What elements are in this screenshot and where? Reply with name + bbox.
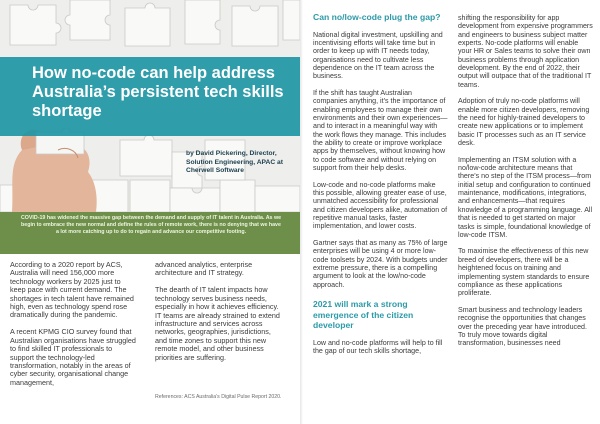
left-column-1 (10, 261, 138, 396)
hero-image (0, 0, 300, 212)
intro-text: COVID-19 has widened the massive gap between the demand and supply of IT talent in Australia. As we begin to embrace the new normal and define the rules of remote work, there is no denying that we have a lot more catching up to do to regain and advance our competitive footing. (20, 215, 282, 235)
paragraph: Implementing an ITSM solution with a no/low-code architecture means that there’s no step of the ITSM process—from initial setup and configuration to continued maintenance, modifications, integrations, and enhancements—that requires knowledge of a programming language. All that is needed to get started on major tasks is simple, foundational knowledge of low-code ITSM. (458, 155, 593, 239)
paragraph: Low and no-code platforms will help to fill the gap of our tech skills shortage, (313, 338, 443, 355)
paragraph: Gartner says that as many as 75% of large enterprises will be using 4 or more low-code toolsets by 2024. With budgets under extreme pressure, there is a compelling argument to look at the low/no-code approach. (313, 238, 448, 289)
paragraph: The dearth of IT talent impacts how technology serves business needs, especially in how it achieves efficiency. IT teams are already strained to extend infrastructure and services across networks, geographies, jurisdictions, and time zones to support this new remote model, and other business priorities are suffering. (155, 285, 280, 362)
paragraph: According to a 2020 report by ACS, Australia will need 156,000 more technology workers by 2025 just to keep pace with current demand. The shortages in tech talent have remained high, even as technology spend rose dramatically during the pandemic. (10, 260, 134, 320)
left-column-2 (155, 261, 283, 370)
section-heading: 2021 will mark a strong emergence of the citizen developer (313, 299, 414, 331)
right-page (303, 0, 600, 424)
paragraph: Smart business and technology leaders recognise the opportunities that changes over the preceding year have introduced. To truly move towards digital transformation, businesses need (458, 305, 587, 348)
references: References: ACS Australia’s Digital Pulse Report 2020. (155, 394, 282, 400)
byline: by David Pickering, Director, Solution Engineering, APAC at Cherwell Software (186, 150, 283, 175)
paragraph: To maximise the effectiveness of this new breed of developers, there will be a heightened focus on training and implementing system standards to ensure compliance as these applications proliferate. (458, 247, 590, 298)
paragraph: If the shift has taught Australian companies anything, it’s the importance of enabling employees to manage their own environments and their own experiences—and to interact in a meaningful way with the work flows they manage. This includes the ability to create or improve workplace apps by themselves, without knowing how to code software and without relying on support from their help desks. (313, 88, 448, 172)
right-column-1 (313, 12, 448, 364)
article-title: How no-code can help address Australia’s persistent tech skills shortage (32, 64, 284, 120)
paragraph: National digital investment, upskilling and incentivising efforts will take time but in order to keep up with IT needs today, organisations need to cultivate less dependence on the IT team across the business. (313, 30, 443, 81)
paragraph: A recent KPMG CIO survey found that Australian organisations have struggled to find skilled IT professionals to support the technology-led transformation, notably in the areas of cyber security, organisational change management, (10, 327, 136, 387)
paragraph: Adoption of truly no-code platforms will enable more citizen developers, removing the need for highly-trained developers to create new applications or to implement basic IT processes such as an IT service desk. (458, 97, 590, 148)
hand-graphic (12, 128, 97, 212)
paragraph: shifting the responsibility for app development from expensive programmers and engineers to business subject matter experts. No-code platforms will enable your HR or Sales teams to solve their own business problems through application development. By the end of 2022, their output will outpace that of the traditional IT teams. (458, 14, 593, 89)
right-column-2 (458, 14, 593, 356)
paragraph: Low-code and no-code platforms make this possible, allowing greater ease of use, unmatched accessibility for professional and citizen developers alike, automation of repetitive manual tasks, faster implementation, and lower costs. (313, 180, 448, 231)
section-heading: Can no/low-code plug the gap? (313, 12, 441, 22)
paragraph: advanced analytics, enterprise architecture and IT strategy. (155, 260, 253, 278)
